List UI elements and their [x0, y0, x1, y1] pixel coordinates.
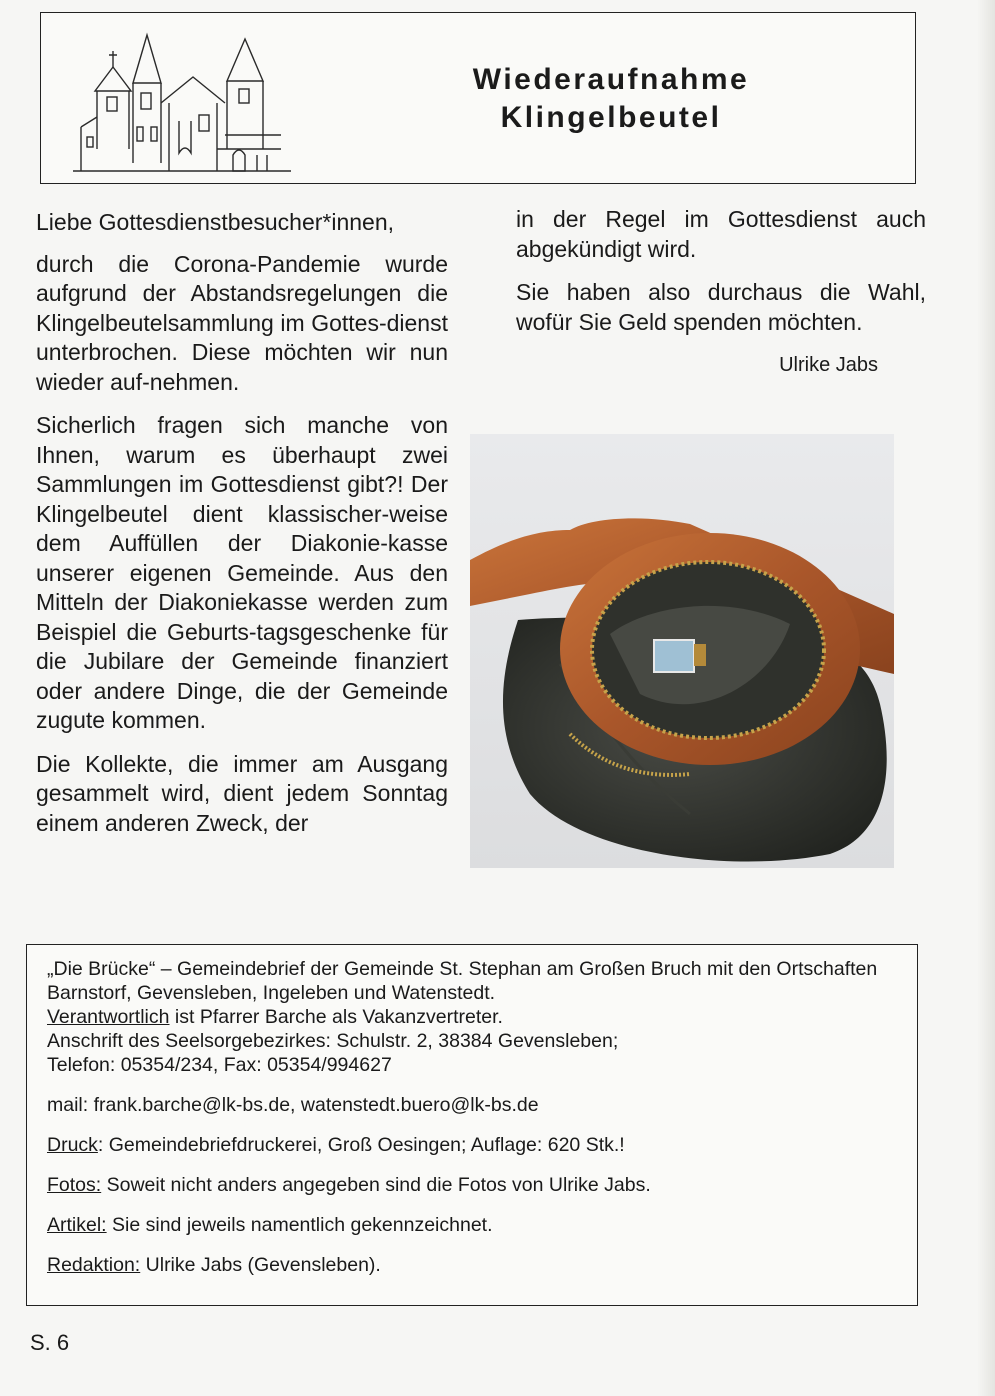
klingelbeutel-photo — [470, 434, 894, 868]
page-edge — [977, 0, 995, 1396]
title-line-1: Wiederaufnahme — [472, 63, 750, 96]
imprint-artikel — [47, 1213, 899, 1237]
fotos-label: Fotos: — [47, 1174, 102, 1196]
paragraph-5: Sie haben also durchaus die Wahl, wofür Sie Geld spenden möchten. — [516, 279, 926, 335]
imprint-druck — [47, 1133, 899, 1157]
greeting: Liebe Gottesdienstbesucher*innen, — [36, 209, 395, 235]
artikel-text: Sie sind jeweils namentlich gekennzeichnet. — [106, 1214, 493, 1236]
paragraph-3: Die Kollekte, die immer am Ausgang gesammelt wird, dient jedem Sonntag einem anderen Zweck, der — [36, 750, 448, 836]
church-illustration — [67, 31, 297, 177]
paragraph-4: in der Regel im Gottesdienst auch abgekündigt wird. — [516, 206, 926, 262]
page-number: S. 6 — [30, 1330, 70, 1355]
imprint-phone: Telefon: 05354/234, Fax: 05354/994627 — [47, 1054, 392, 1076]
article-column-right — [516, 205, 926, 381]
imprint-fotos — [47, 1173, 899, 1197]
author-signature: Ulrike Jabs — [779, 354, 878, 376]
paragraph-1: durch die Corona-Pandemie wurde aufgrund der Abstandsregelungen die Klingelbeutelsammlung im Gottes-dienst unterbrochen. Diese möchten wir nun wieder auf-nehmen. — [36, 250, 448, 395]
page-title — [421, 61, 801, 137]
imprint-address: Anschrift des Seelsorgebezirkes: Schulstr. 2, 38384 Gevensleben; — [47, 1030, 619, 1052]
imprint-intro: „Die Brücke“ – Gemeindebrief der Gemeinde St. Stephan am Großen Bruch mit den Ortschaften Barnstorf, Gevensleben, Ingeleben und Watenstedt. — [47, 958, 878, 1004]
redaktion-label: Redaktion: — [47, 1254, 141, 1276]
header-box — [40, 12, 916, 184]
fotos-text: Soweit nicht anders angegeben sind die Fotos von Ulrike Jabs. — [101, 1174, 651, 1196]
responsible-label: Verantwortlich — [47, 1006, 170, 1028]
paragraph-2: Sicherlich fragen sich manche von Ihnen, warum es überhaupt zwei Sammlungen im Gottesdienst gibt?! Der Klingelbeutel dient klassischer-weise dem Auffüllen der Diakonie-kasse unserer eigenen Gemeinde. Aus den Mitteln der Diakoniekasse werden zum Beispiel die Geburts-tagsgeschenke für die Jubilare der Gemeinde finanziert oder andere Dinge, die der Gemeinde zugute kommen. — [36, 412, 448, 733]
title-line-2: Klingelbeutel — [500, 101, 722, 134]
responsible-text: ist Pfarrer Barche als Vakanzvertreter. — [169, 1006, 503, 1028]
redaktion-text: Ulrike Jabs (Gevensleben). — [140, 1254, 381, 1276]
imprint-box — [26, 944, 918, 1306]
artikel-label: Artikel: — [47, 1214, 107, 1236]
druck-text: : Gemeindebriefdruckerei, Groß Oesingen; Auflage: 620 Stk.! — [97, 1134, 625, 1156]
article-column-left — [36, 208, 448, 852]
imprint-responsible — [47, 1005, 899, 1029]
druck-label: Druck — [47, 1134, 98, 1156]
imprint-redaktion — [47, 1253, 899, 1277]
imprint-mail: mail: frank.barche@lk-bs.de, watenstedt.buero@lk-bs.de — [47, 1094, 539, 1116]
